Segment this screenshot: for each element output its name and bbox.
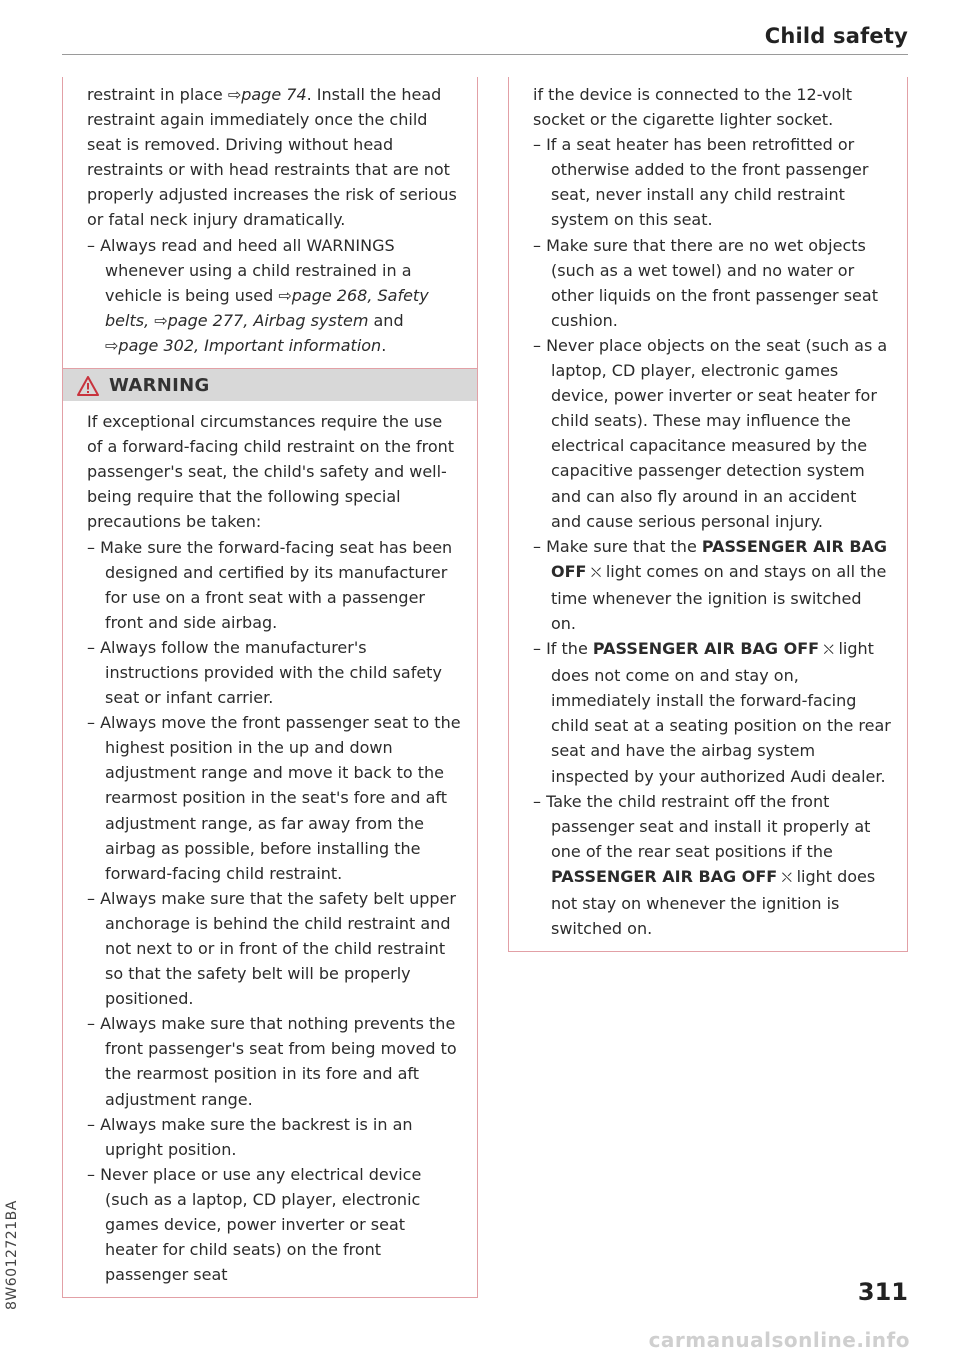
bold-label: PASSENGER AIR BAG OFF [592, 639, 820, 659]
bullet-item [87, 233, 461, 358]
bullet-item [533, 132, 891, 232]
bullet-item [87, 710, 461, 886]
page-reference: ⇨page 74 [227, 85, 307, 104]
warning-header [63, 369, 477, 401]
page-reference: ⇨page 268, Safety belts, ⇨page 277, Airbag system [105, 285, 429, 330]
left-column [62, 77, 478, 1298]
section-title: Child safety [764, 24, 908, 48]
text-run: light does not stay on whenever the ignition is switched on. [551, 866, 876, 939]
text-run: and [368, 310, 404, 330]
warning-label: WARNING [109, 375, 210, 397]
text-run: – Make sure that there are no wet objects (such as a wet towel) and no water or other liquids on the front passenger seat cushion. [533, 235, 878, 330]
continued-text-box [62, 77, 478, 369]
airbag-off-icon: ⛌ [586, 564, 606, 581]
airbag-off-icon: ⛌ [777, 869, 797, 886]
text-run: – Never place or use any electrical device (such as a laptop, CD player, electronic games device, power inverter or seat heater for child seats) on the front passenger seat [87, 1164, 422, 1285]
text-run: – Always make sure the backrest is in an upright position. [87, 1114, 413, 1159]
bullet-item [87, 635, 461, 710]
bullet-item [87, 1112, 461, 1162]
bullet-item [533, 333, 891, 534]
text-run: . Install the head restraint again immediately once the child seat is removed. Driving without head restraints or with head restraints that are not properly adjusted increases the risk of serious or fatal neck injury dramatically. [87, 85, 457, 230]
bullet-item [87, 535, 461, 635]
paragraph [533, 82, 891, 132]
text-run: . [381, 335, 387, 355]
bullet-item [533, 233, 891, 333]
text-run: – If the [533, 639, 593, 659]
text-run: – Always move the front passenger seat to the highest position in the up and down adjustment range and move it back to the rearmost position in the seat's fore and aft adjustment range, as far away from the airbag as possible, before installing the forward-facing child restraint. [87, 713, 461, 883]
text-run: restraint in place [87, 85, 228, 104]
paragraph [87, 82, 461, 233]
header-divider [62, 54, 908, 55]
bold-label: PASSENGER AIR BAG OFF [551, 536, 888, 581]
text-run: – Make sure the forward-facing seat has been designed and certified by its manufacturer for use on a front seat with a passenger front and side airbag. [87, 537, 453, 632]
bullet-item [87, 1162, 461, 1287]
text-run: – Always make sure that nothing prevents the front passenger's seat from being moved to the rearmost position in its fore and aft adjustment range. [87, 1014, 457, 1109]
bold-label: PASSENGER AIR BAG OFF [551, 866, 778, 886]
text-run: – Never place objects on the seat (such as a laptop, CD player, electronic games device, power inverter or seat heater for child seats). These may influence the electrical capacitance measured by the capacitive passenger detection system and can also fly around in an accident and cause serious personal injury. [533, 335, 888, 531]
text-run: light comes on and stays on all the time whenever the ignition is switched on. [551, 561, 887, 633]
page-reference: ⇨page 302, Important information [105, 335, 382, 355]
bullet-item [533, 789, 891, 942]
text-run: – Always follow the manufacturer's instructions provided with the child safety seat or infant carrier. [87, 637, 442, 708]
paragraph [87, 409, 461, 534]
continued-warning-box [508, 77, 908, 952]
bullet-item [87, 1011, 461, 1111]
text-run: – Always make sure that the safety belt upper anchorage is behind the child restraint and not next to or in front of the child restraint so that the safety belt will be properly positioned. [87, 888, 456, 1009]
document-code: 8W6012721BA [4, 1200, 20, 1310]
text-run: – Always read and heed all WARNINGS whenever using a child restrained in a vehicle is being used [87, 235, 412, 305]
bullet-item [87, 886, 461, 1011]
text-run: – If a seat heater has been retrofitted or otherwise added to the front passenger seat, never install any child restraint system on this seat. [533, 135, 869, 230]
text-run: light does not come on and stay on, immediately install the forward-facing child seat at a seating position on the rear seat and have the airbag system inspected by your authorized Audi dealer. [551, 639, 891, 786]
bullet-item [533, 636, 891, 789]
text-run: If exceptional circumstances require the use of a forward-facing child restraint on the front passenger's seat, the child's safety and well-being require that the following special precautions be taken: [87, 412, 455, 532]
right-column [508, 77, 908, 952]
text-run: – Take the child restraint off the front passenger seat and install it properly at one of the rear seat positions if the [533, 791, 871, 861]
text-run: – Make sure that the [533, 536, 702, 556]
bullet-item [533, 534, 891, 636]
airbag-off-icon: ⛌ [819, 642, 839, 659]
warning-triangle-icon [77, 376, 99, 396]
watermark-text: carmanualsonline.info [648, 1328, 910, 1352]
warning-box [62, 369, 478, 1298]
text-run: if the device is connected to the 12-volt socket or the cigarette lighter socket. [533, 85, 853, 130]
page-number: 311 [857, 1278, 908, 1306]
